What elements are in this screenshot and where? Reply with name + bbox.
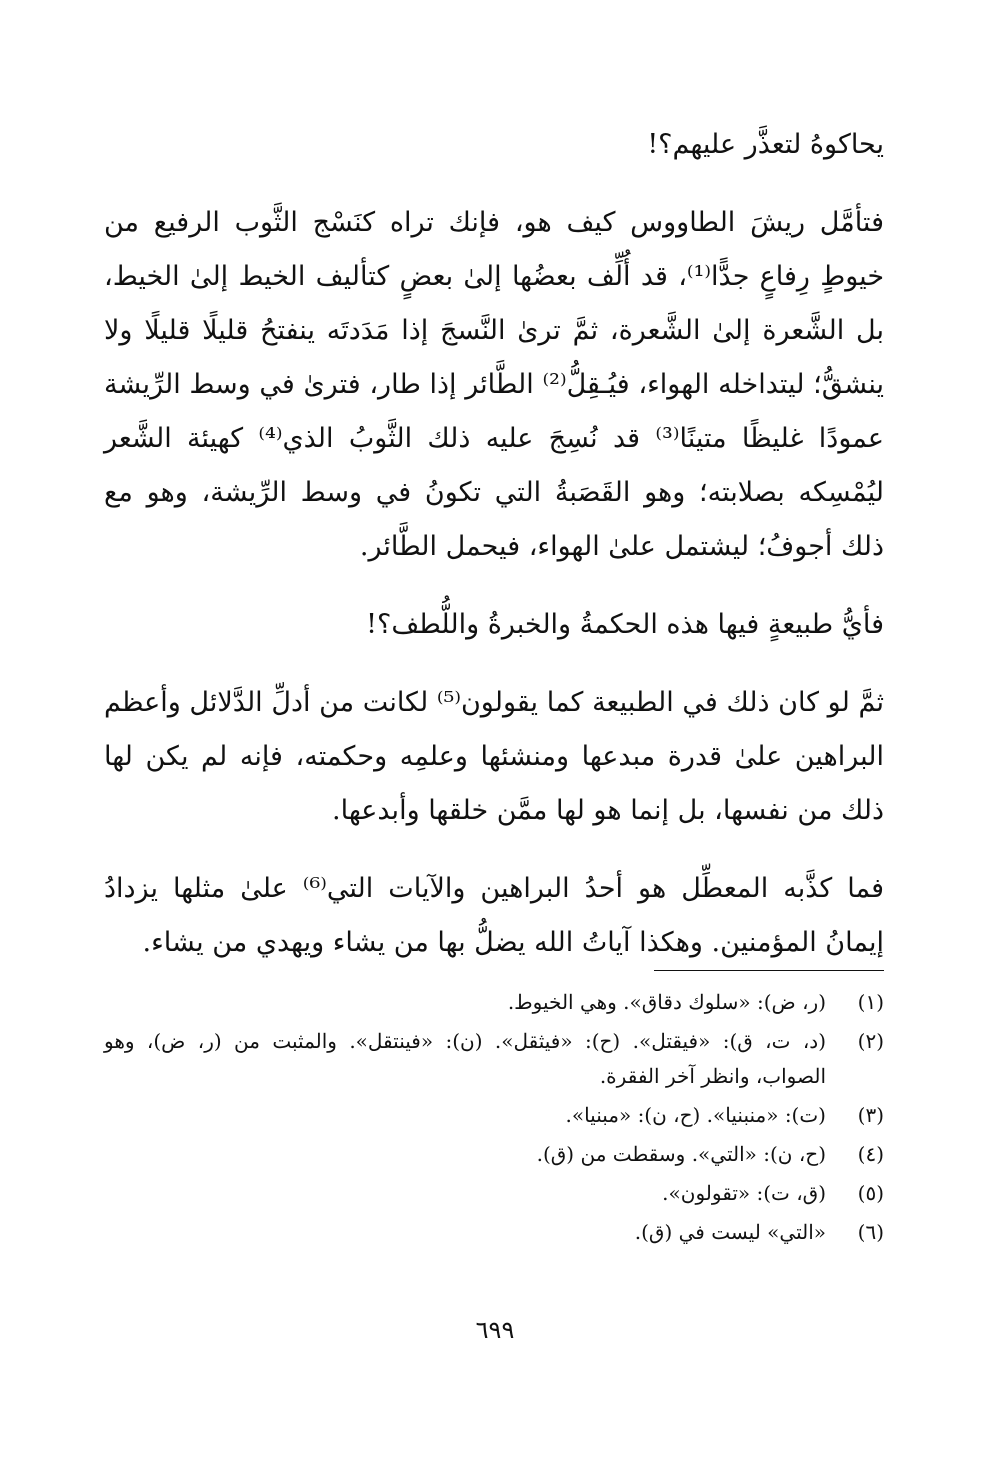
footnote-number: (٣) bbox=[857, 1103, 884, 1127]
paragraph-2: فتأمَّل ريشَ الطاووس كيف هو، فإنك تراه كنَسْج الثَّوب الرفيع من خيوطٍ رِفاعٍ جدًّا⁽¹⁾، قد أُلِّف بعضُها إلىٰ بعضٍ كتأليف الخيط إلىٰ الخيط، بل الشَّعرة إلىٰ الشَّعرة، ثمَّ ترىٰ النَّسجَ إذا مَدَدتَه ينفتحُ قليلًا قليلًا ولا ينشقُّ؛ ليتداخله الهواء، فيُـقِلُّ⁽²⁾ الطَّائر إذا طار، فترىٰ في وسط الرِّيشة عمودًا غليظًا متينًا⁽³⁾ قد نُسِجَ عليه ذلك الثَّوبُ الذي⁽⁴⁾ كهيئة الشَّعر ليُمْسِكه بصلابته؛ وهو القَصَبةُ التي تكونُ في وسط الرِّيشة، وهو مع ذلك أجوفُ؛ ليشتمل علىٰ الهواء، فيحمل الطَّائر. bbox=[104, 207, 885, 562]
footnote-number: (٤) bbox=[857, 1142, 884, 1166]
footnote-text: (د، ت، ق): «فيقتل». (ح): «فيثقل». (ن): «فينتقل». والمثبت من (ر، ض)، وهو الصواب، وانظر آخر الفقرة. bbox=[104, 1029, 826, 1088]
footnote-3 bbox=[104, 1098, 884, 1133]
footnote-number: (٢) bbox=[857, 1029, 884, 1053]
footnote-6 bbox=[104, 1215, 884, 1250]
paragraph-3: فأيُّ طبيعةٍ فيها هذه الحكمةُ والخبرةُ واللُّطف؟! bbox=[366, 609, 884, 640]
footnote-text: (ق، ت): «تقولون». bbox=[662, 1181, 826, 1205]
footnote-text: (ت): «منبنيا». (ح، ن): «مبنيا». bbox=[565, 1103, 826, 1127]
footnote-text: (ح، ن): «التي». وسقطت من (ق). bbox=[536, 1142, 826, 1166]
footnote-1 bbox=[104, 985, 884, 1020]
footnote-5 bbox=[104, 1176, 884, 1211]
footnote-number: (٥) bbox=[857, 1181, 884, 1205]
footnote-4 bbox=[104, 1137, 884, 1172]
footnote-number: (١) bbox=[857, 990, 884, 1014]
page-number: ٦٩٩ bbox=[475, 1316, 515, 1344]
footnote-text: (ر، ض): «سلوك دقاق». وهي الخيوط. bbox=[507, 990, 826, 1014]
paragraph-1: يحاكوهُ لتعذَّر عليهم؟! bbox=[647, 129, 884, 160]
footnote-2 bbox=[104, 1024, 884, 1094]
paragraph-5: فما كذَّبه المعطِّل هو أحدُ البراهين والآيات التي⁽⁶⁾ علىٰ مثلها يزدادُ إيمانُ المؤمنين. وهكذا آياتُ الله يضلُّ بها من يشاء ويهدي من يشاء. bbox=[104, 873, 884, 958]
main-text bbox=[104, 118, 884, 970]
footnote-text: «التي» ليست في (ق). bbox=[634, 1220, 826, 1244]
paragraph-4: ثمَّ لو كان ذلك في الطبيعة كما يقولون⁽⁵⁾ لكانت من أدلِّ الدَّلائل وأعظم البراهين علىٰ قدرة مبدعها ومنشئها وعلمِه وحكمته، فإنه لم يكن لها ذلك من نفسها، بل إنما هو لها ممَّن خلقها وأبدعها. bbox=[104, 687, 884, 826]
footnote-separator bbox=[654, 970, 884, 971]
footnotes bbox=[104, 970, 884, 1254]
footnote-number: (٦) bbox=[857, 1220, 884, 1244]
